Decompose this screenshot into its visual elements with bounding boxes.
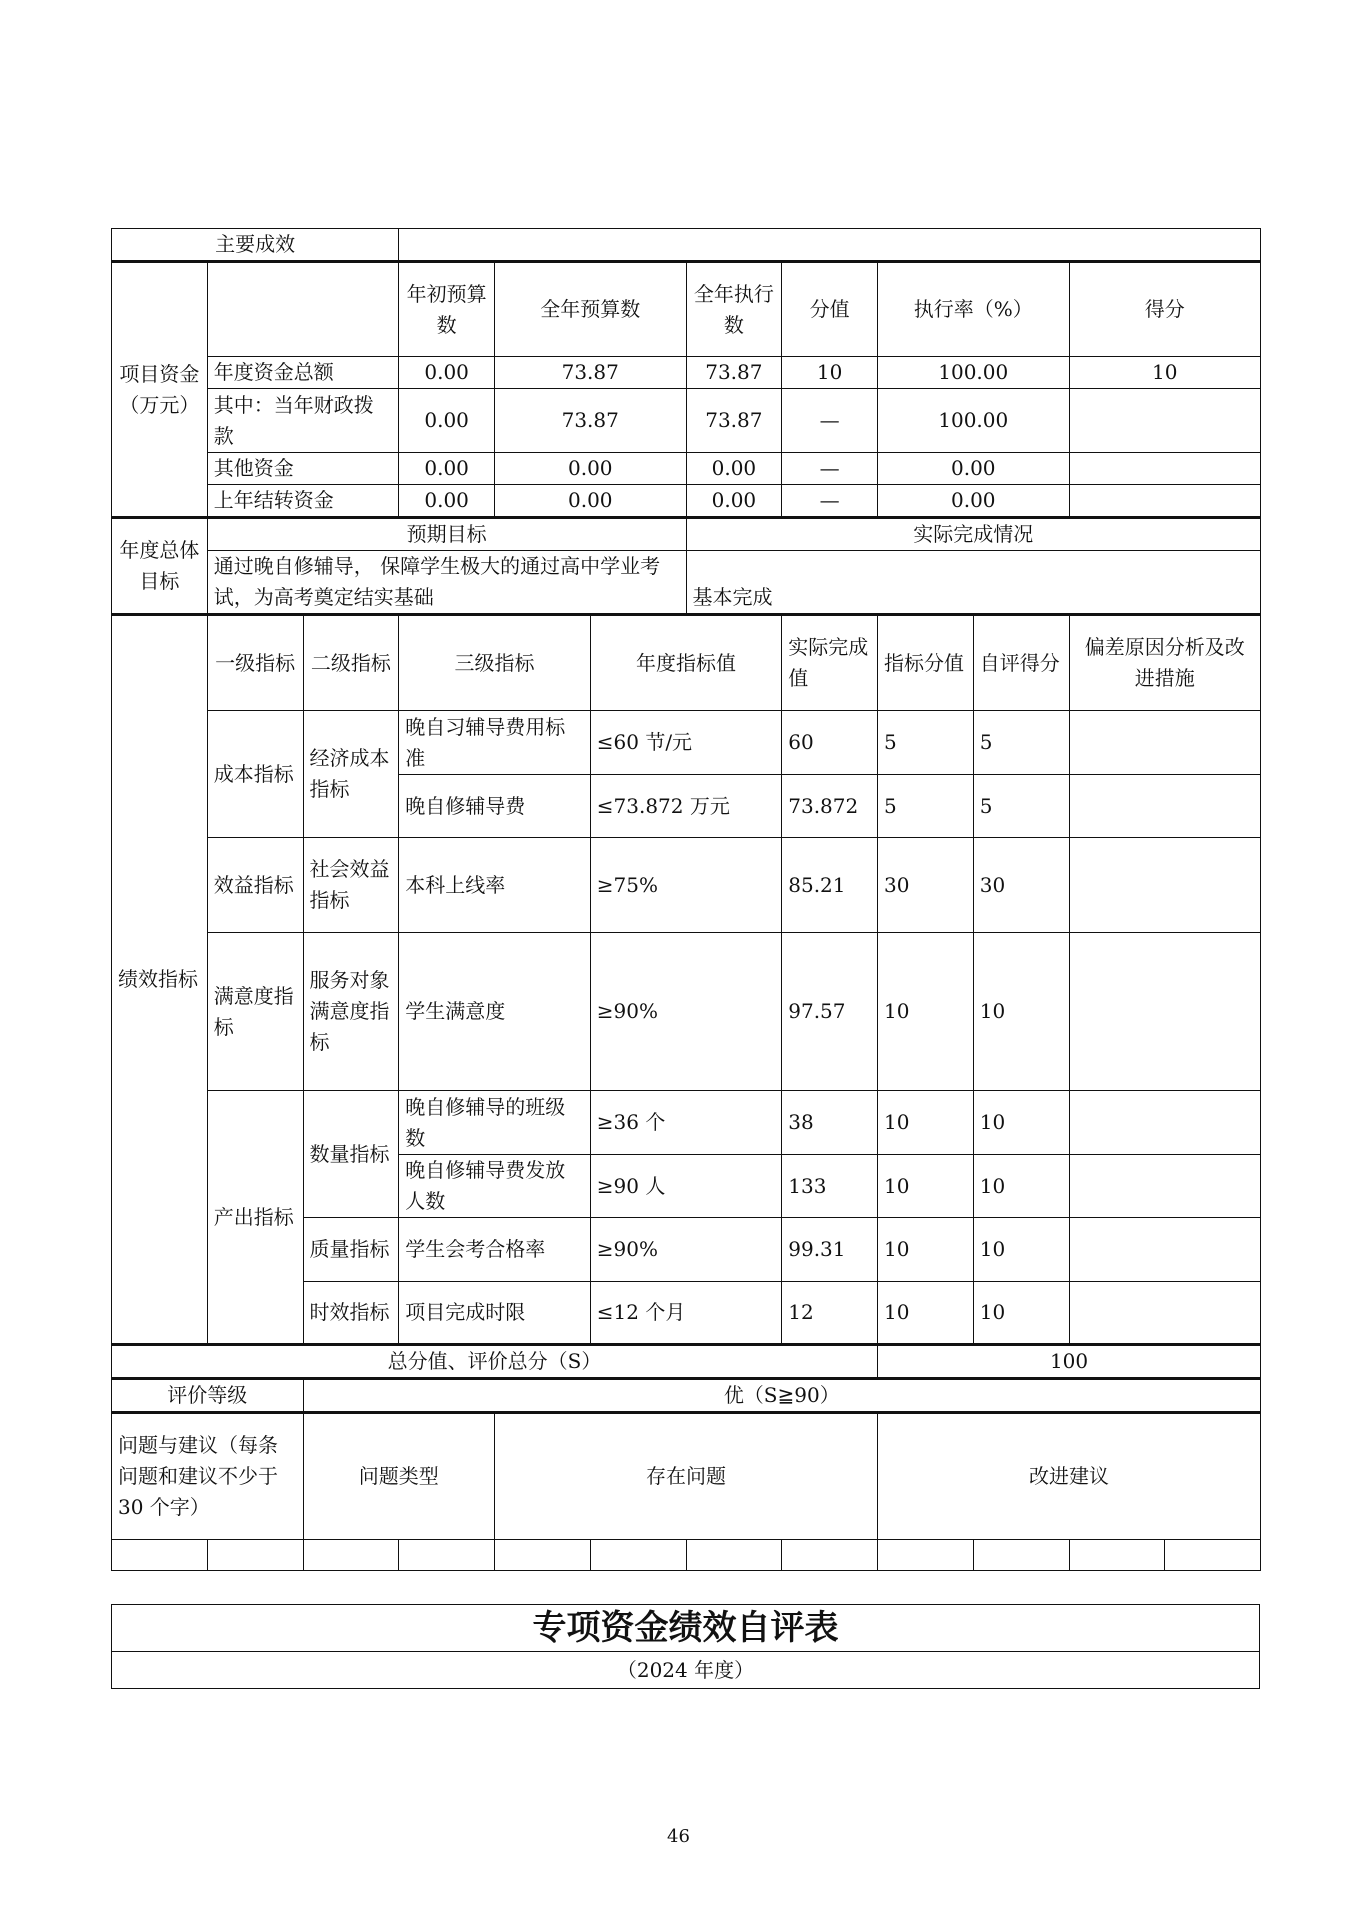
empty-cell bbox=[112, 1540, 208, 1571]
funding-value: 0.00 bbox=[495, 485, 687, 518]
empty-cell bbox=[686, 1540, 782, 1571]
funding-header: 全年执行数 bbox=[686, 262, 782, 357]
funding-value: 0.00 bbox=[878, 485, 1070, 518]
issues-label: 问题与建议（每条问题和建议不少于 30 个字） bbox=[112, 1413, 304, 1540]
level3-indicator: 晚自修辅导费发放人数 bbox=[399, 1155, 591, 1218]
funding-header bbox=[207, 262, 399, 357]
grade-value: 优（S≧90） bbox=[303, 1379, 1261, 1413]
grade-label: 评价等级 bbox=[112, 1379, 304, 1413]
deviation-analysis bbox=[1069, 1218, 1261, 1282]
form-year: （2024 年度） bbox=[112, 1652, 1260, 1689]
suggestion-header: 改进建议 bbox=[878, 1413, 1261, 1540]
self-score: 30 bbox=[973, 838, 1069, 933]
funding-value bbox=[1069, 389, 1261, 453]
indicator-header: 一级指标 bbox=[207, 615, 303, 711]
actual-value: 97.57 bbox=[782, 933, 878, 1091]
empty-cell bbox=[1165, 1540, 1261, 1571]
empty-cell bbox=[878, 1540, 974, 1571]
self-score: 10 bbox=[973, 1091, 1069, 1155]
indicator-score: 30 bbox=[878, 838, 974, 933]
target-value: ≤12 个月 bbox=[590, 1282, 782, 1345]
self-score: 10 bbox=[973, 1282, 1069, 1345]
actual-value: 85.21 bbox=[782, 838, 878, 933]
funding-header: 年初预算数 bbox=[399, 262, 495, 357]
funding-value: 0.00 bbox=[686, 453, 782, 485]
indicator-score: 10 bbox=[878, 1091, 974, 1155]
deviation-analysis bbox=[1069, 1091, 1261, 1155]
indicator-header: 自评得分 bbox=[973, 615, 1069, 711]
empty-cell bbox=[590, 1540, 686, 1571]
indicators-section-label: 绩效指标 bbox=[112, 615, 208, 1345]
expected-goal-header: 预期目标 bbox=[207, 518, 686, 551]
next-form-header bbox=[111, 1604, 1260, 1689]
deviation-analysis bbox=[1069, 1282, 1261, 1345]
indicator-header: 三级指标 bbox=[399, 615, 591, 711]
target-value: ≥75% bbox=[590, 838, 782, 933]
self-score: 5 bbox=[973, 775, 1069, 838]
level3-indicator: 本科上线率 bbox=[399, 838, 591, 933]
funding-value: — bbox=[782, 485, 878, 518]
funding-value: 0.00 bbox=[399, 453, 495, 485]
level2-indicator: 社会效益指标 bbox=[303, 838, 399, 933]
level2-indicator: 质量指标 bbox=[303, 1218, 399, 1282]
self-score: 5 bbox=[973, 711, 1069, 775]
indicator-header: 指标分值 bbox=[878, 615, 974, 711]
funding-value: — bbox=[782, 389, 878, 453]
funding-header: 全年预算数 bbox=[495, 262, 687, 357]
funding-value bbox=[1069, 485, 1261, 518]
funding-value: 10 bbox=[782, 357, 878, 389]
indicator-score: 10 bbox=[878, 1218, 974, 1282]
funding-value: 0.00 bbox=[495, 453, 687, 485]
problem-header: 存在问题 bbox=[495, 1413, 878, 1540]
level2-indicator: 经济成本指标 bbox=[303, 711, 399, 838]
total-score-value: 100 bbox=[878, 1345, 1261, 1379]
main-results-value bbox=[399, 229, 1261, 262]
funding-header: 执行率（%） bbox=[878, 262, 1070, 357]
empty-cell bbox=[1069, 1540, 1165, 1571]
funding-value: 73.87 bbox=[686, 357, 782, 389]
actual-value: 133 bbox=[782, 1155, 878, 1218]
target-value: ≥36 个 bbox=[590, 1091, 782, 1155]
indicator-score: 10 bbox=[878, 1282, 974, 1345]
performance-table bbox=[111, 228, 1261, 1571]
empty-cell bbox=[495, 1540, 591, 1571]
actual-completion-header: 实际完成情况 bbox=[686, 518, 1261, 551]
funding-value bbox=[1069, 453, 1261, 485]
funding-value: 73.87 bbox=[495, 357, 687, 389]
level3-indicator: 学生会考合格率 bbox=[399, 1218, 591, 1282]
funding-header: 分值 bbox=[782, 262, 878, 357]
level3-indicator: 晚自习辅导费用标准 bbox=[399, 711, 591, 775]
empty-cell bbox=[207, 1540, 303, 1571]
actual-value: 60 bbox=[782, 711, 878, 775]
funding-value: 0.00 bbox=[399, 357, 495, 389]
target-value: ≤60 节/元 bbox=[590, 711, 782, 775]
expected-goal-text: 通过晚自修辅导， 保障学生极大的通过高中学业考试，为高考奠定结实基础 bbox=[207, 551, 686, 615]
target-value: ≤73.872 万元 bbox=[590, 775, 782, 838]
funding-row-label: 其他资金 bbox=[207, 453, 399, 485]
funding-value: 73.87 bbox=[495, 389, 687, 453]
form-title: 专项资金绩效自评表 bbox=[112, 1605, 1260, 1652]
empty-cell bbox=[303, 1540, 399, 1571]
level1-indicator: 满意度指标 bbox=[207, 933, 303, 1091]
deviation-analysis bbox=[1069, 711, 1261, 775]
indicator-header: 二级指标 bbox=[303, 615, 399, 711]
target-value: ≥90% bbox=[590, 1218, 782, 1282]
funding-value: 0.00 bbox=[399, 389, 495, 453]
empty-cell bbox=[782, 1540, 878, 1571]
indicator-header: 实际完成值 bbox=[782, 615, 878, 711]
level1-indicator: 效益指标 bbox=[207, 838, 303, 933]
issue-type-header: 问题类型 bbox=[303, 1413, 495, 1540]
funding-value: 0.00 bbox=[399, 485, 495, 518]
level2-indicator: 数量指标 bbox=[303, 1091, 399, 1218]
actual-completion-text: 基本完成 bbox=[686, 551, 1261, 615]
annual-goal-label: 年度总体目标 bbox=[112, 518, 208, 615]
page-number: 46 bbox=[667, 1826, 690, 1847]
level3-indicator: 项目完成时限 bbox=[399, 1282, 591, 1345]
indicator-score: 10 bbox=[878, 933, 974, 1091]
level2-indicator: 时效指标 bbox=[303, 1282, 399, 1345]
indicator-header: 偏差原因分析及改进措施 bbox=[1069, 615, 1261, 711]
level1-indicator: 产出指标 bbox=[207, 1091, 303, 1345]
level3-indicator: 晚自修辅导费 bbox=[399, 775, 591, 838]
actual-value: 12 bbox=[782, 1282, 878, 1345]
funding-row-label: 年度资金总额 bbox=[207, 357, 399, 389]
funding-value: 0.00 bbox=[686, 485, 782, 518]
funding-value: 100.00 bbox=[878, 389, 1070, 453]
actual-value: 99.31 bbox=[782, 1218, 878, 1282]
funding-value: 73.87 bbox=[686, 389, 782, 453]
funding-value: 100.00 bbox=[878, 357, 1070, 389]
funding-value: 10 bbox=[1069, 357, 1261, 389]
deviation-analysis bbox=[1069, 1155, 1261, 1218]
funding-row-label: 上年结转资金 bbox=[207, 485, 399, 518]
indicator-score: 10 bbox=[878, 1155, 974, 1218]
indicator-score: 5 bbox=[878, 775, 974, 838]
level1-indicator: 成本指标 bbox=[207, 711, 303, 838]
funding-value: 0.00 bbox=[878, 453, 1070, 485]
funding-row-label: 其中：当年财政拨款 bbox=[207, 389, 399, 453]
level2-indicator: 服务对象满意度指标 bbox=[303, 933, 399, 1091]
deviation-analysis bbox=[1069, 933, 1261, 1091]
target-value: ≥90% bbox=[590, 933, 782, 1091]
level3-indicator: 学生满意度 bbox=[399, 933, 591, 1091]
total-score-label: 总分值、评价总分（S） bbox=[112, 1345, 878, 1379]
main-results-label: 主要成效 bbox=[112, 229, 399, 262]
indicator-score: 5 bbox=[878, 711, 974, 775]
empty-cell bbox=[973, 1540, 1069, 1571]
level3-indicator: 晚自修辅导的班级数 bbox=[399, 1091, 591, 1155]
deviation-analysis bbox=[1069, 838, 1261, 933]
deviation-analysis bbox=[1069, 775, 1261, 838]
self-score: 10 bbox=[973, 933, 1069, 1091]
self-score: 10 bbox=[973, 1218, 1069, 1282]
funding-header: 得分 bbox=[1069, 262, 1261, 357]
actual-value: 73.872 bbox=[782, 775, 878, 838]
target-value: ≥90 人 bbox=[590, 1155, 782, 1218]
funding-value: — bbox=[782, 453, 878, 485]
empty-cell bbox=[399, 1540, 495, 1571]
funding-section-label: 项目资金（万元） bbox=[112, 262, 208, 518]
self-score: 10 bbox=[973, 1155, 1069, 1218]
actual-value: 38 bbox=[782, 1091, 878, 1155]
indicator-header: 年度指标值 bbox=[590, 615, 782, 711]
